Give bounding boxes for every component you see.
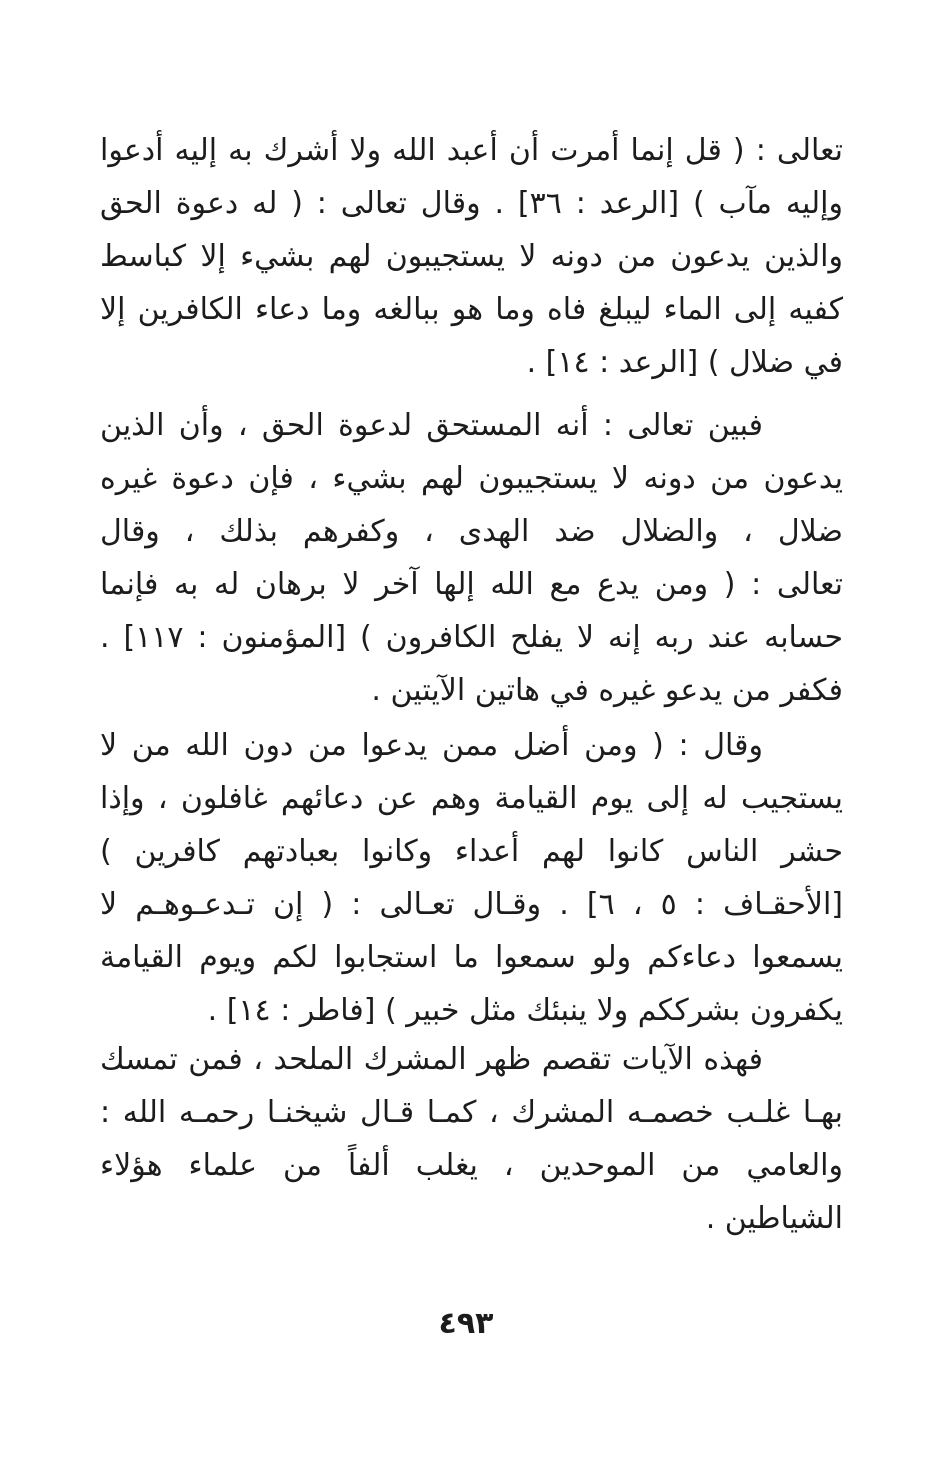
text-line: فكفر من يدعو غيره في هاتين الآيتين . [371, 673, 843, 708]
text-line: بهـا غلـب خصمـه المشرك ، كمـا قـال شيخنـا رحمـه الله : [100, 1095, 843, 1130]
text-line: الشياطين . [705, 1201, 843, 1236]
text-line: فهذه الآيات تقصم ظهر المشرك الملحد ، فمن تمسك [100, 1042, 763, 1077]
text-line: تعالى : ( قل إنما أمرت أن أعبد الله ولا أشرك به إليه أدعوا [100, 133, 843, 168]
text-line: حشر الناس كانوا لهم أعداء وكانوا بعبادتهم كافرين ) [100, 834, 843, 869]
page-number: ٤٩٣ [438, 1306, 494, 1341]
text-line: كفيه إلى الماء ليبلغ فاه وما هو ببالغه وما دعاء الكافرين إلا [100, 292, 843, 327]
text-line: يدعون من دونه لا يستجيبون لهم بشيء ، فإن دعوة غيره [100, 461, 843, 496]
text-line: في ضلال ) [الرعد : ١٤] . [526, 345, 843, 380]
text-line: فبين تعالى : أنه المستحق لدعوة الحق ، وأن الذين [100, 408, 763, 443]
paragraph-3 [100, 719, 843, 1037]
text-line: وقال : ( ومن أضل ممن يدعوا من دون الله من لا [100, 728, 763, 763]
paragraph-1 [100, 124, 843, 389]
text-line: تعالى : ( ومن يدع مع الله إلها آخر لا برهان له به فإنما [100, 567, 843, 602]
text-line: [الأحقـاف : ٥ ، ٦] . وقـال تعـالى : ( إن تـدعـوهـم لا [100, 887, 843, 922]
text-line: حسابه عند ربه إنه لا يفلح الكافرون ) [المؤمنون : ١١٧] . [100, 620, 843, 655]
paragraph-4 [100, 1033, 843, 1245]
text-block [100, 124, 843, 1245]
text-line: يسمعوا دعاءكم ولو سمعوا ما استجابوا لكم ويوم القيامة [100, 940, 843, 975]
text-line: والذين يدعون من دونه لا يستجيبون لهم بشيء إلا كباسط [100, 239, 843, 274]
text-line: ضلال ، والضلال ضد الهدى ، وكفرهم بذلك ، وقال [100, 514, 843, 549]
paragraph-2 [100, 399, 843, 717]
text-line: والعامي من الموحدين ، يغلب ألفاً من علماء هؤلاء [100, 1148, 843, 1183]
text-line: يستجيب له إلى يوم القيامة وهم عن دعائهم غافلون ، وإذا [100, 781, 843, 816]
text-line: يكفرون بشرككم ولا ينبئك مثل خبير ) [فاطر : ١٤] . [207, 993, 843, 1028]
text-line: وإليه مآب ) [الرعد : ٣٦] . وقال تعالى : ( له دعوة الحق [100, 186, 843, 221]
